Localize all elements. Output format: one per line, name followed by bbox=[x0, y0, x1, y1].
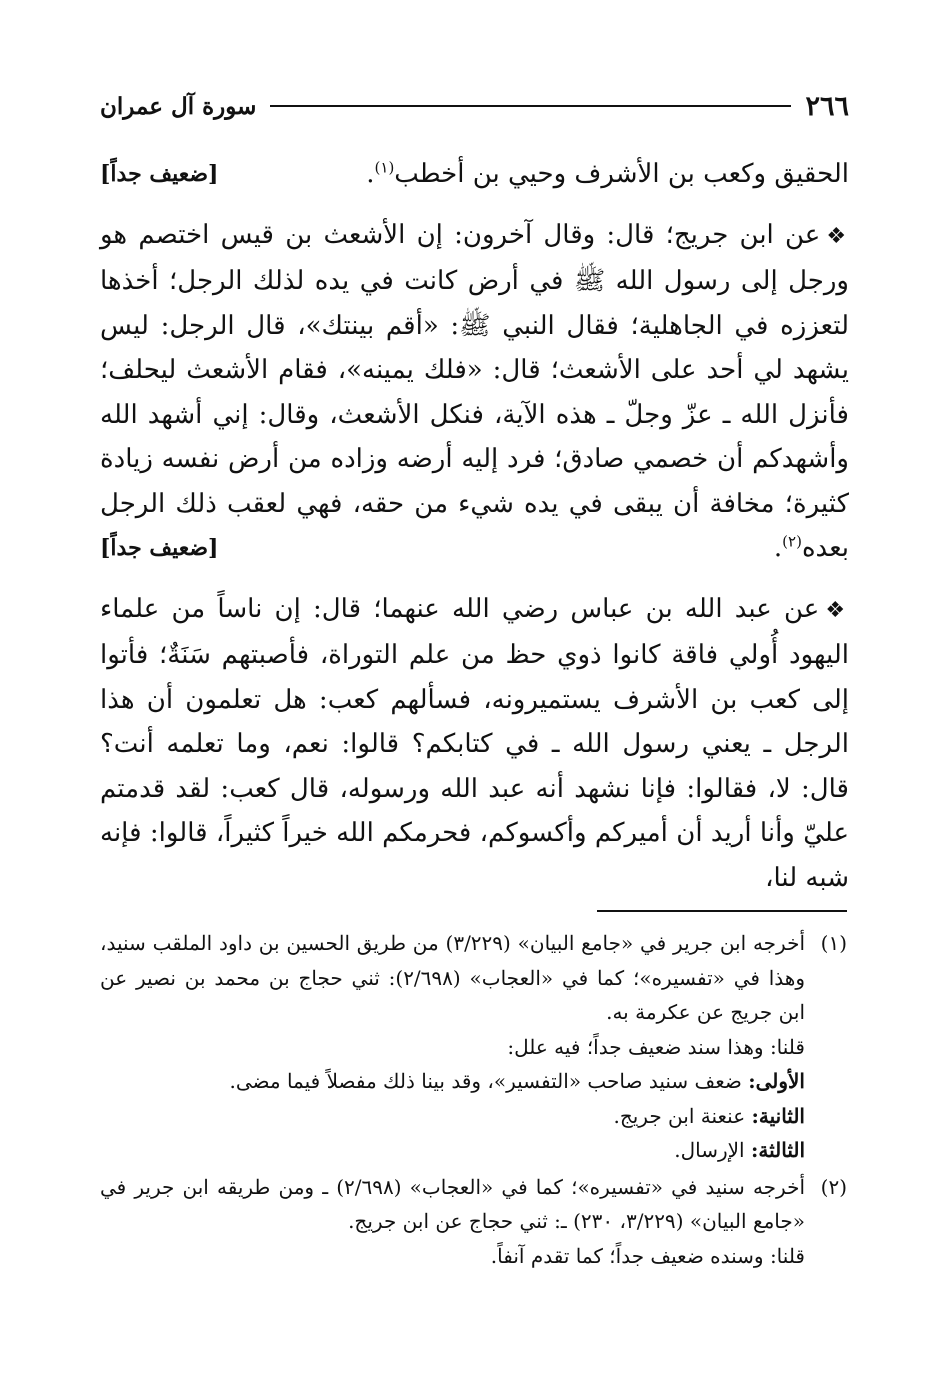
footnote-ref[interactable]: (١) bbox=[374, 158, 395, 177]
item-label: الأولى: bbox=[748, 1069, 805, 1093]
footnote-ref[interactable]: (٢) bbox=[782, 532, 802, 551]
footnote-body bbox=[100, 1170, 805, 1274]
footnote-note: قلنا: وهذا سند ضعيف جداً؛ فيه علل: bbox=[507, 1034, 805, 1059]
bullet-icon: ❖ bbox=[826, 223, 849, 249]
sentence-end: . bbox=[366, 159, 375, 189]
main-text bbox=[100, 152, 849, 916]
footnotes bbox=[100, 926, 847, 1275]
page-number: ٢٦٦ bbox=[805, 90, 849, 122]
footnote-2 bbox=[100, 1170, 847, 1274]
footnote-body bbox=[100, 926, 805, 1168]
item-text: ضعف سنيد صاحب «التفسير»، وقد بينا ذلك مفصلاً فيما مضى. bbox=[229, 1069, 742, 1093]
item-text: عنعنة ابن جريج. bbox=[613, 1103, 746, 1128]
bullet-icon: ❖ bbox=[825, 597, 849, 623]
footnote-item bbox=[100, 1064, 805, 1099]
item-text: الإرسال. bbox=[674, 1138, 745, 1162]
footnote-text: أخرجه ابن جرير في «جامع البيان» (٣/٢٢٩) من طريق الحسين بن داود الملقب سنيد، وهذا في «تفسيره»؛ كما في «العجاب» (٢/٦٩٨): ثني حجاج بن محمد بن نصير عن ابن جريج عن عكرمة به. bbox=[100, 931, 805, 1024]
header-rule bbox=[270, 105, 791, 107]
paragraph-1 bbox=[100, 152, 849, 197]
sentence-end: . bbox=[773, 533, 783, 563]
page-header bbox=[100, 86, 849, 126]
footnote-item bbox=[100, 1099, 805, 1134]
footnote-note: قلنا: وسنده ضعيف جداً؛ كما تقدم آنفاً. bbox=[490, 1243, 805, 1268]
footnote-1 bbox=[100, 926, 847, 1168]
running-title: سورة آل عمران bbox=[100, 92, 257, 120]
item-label: الثانية: bbox=[751, 1103, 805, 1128]
grade-label: [ضعيف جداً] bbox=[100, 161, 219, 187]
paragraph-text: الحقيق وكعب بن الأشرف وحيي بن أخطب bbox=[394, 159, 849, 189]
footnote-item bbox=[100, 1133, 805, 1168]
paragraph-2 bbox=[100, 213, 849, 571]
footnote-number: (١) bbox=[820, 931, 847, 955]
grade-label: [ضعيف جداً] bbox=[100, 535, 219, 561]
footnote-text: أخرجه سنيد في «تفسيره»؛ كما في «العجاب» (٢/٦٩٨) ـ ومن طريقه ابن جرير في «جامع البيان» (٣/٢٢٩، ٢٣٠) ـ: ثني حجاج عن ابن جريج. bbox=[100, 1174, 805, 1233]
item-label: الثالثة: bbox=[750, 1138, 805, 1162]
paragraph-text: عن عبد الله بن عباس رضي الله عنهما؛ قال: إن ناساً من علماء اليهود أُولي فاقة كانوا ذوي حظ من علم التوراة، فأصبتهم سَنَةٌ؛ فأتوا إلى كعب بن الأشرف يستميرونه، فسألهم كعب: هل تعلمون أن هذا الرجل ـ يعني رسول الله ـ في كتابكم؟ قالوا: نعم، وما تعلمه أنت؟ قال: لا، فقالوا: فإنا نشهد أنه عبد الله ورسوله، قال كعب: لقد قدمتم عليّ وأنا أريد أن أميركم وأكسوكم، فحرمكم الله خيراً كثيراً، قالوا: فإنه شبه لنا، bbox=[100, 593, 849, 893]
paragraph-text: عن ابن جريج؛ قال: وقال آخرون: إن الأشعث بن قيس اختصم هو ورجل إلى رسول الله ﷺ في أرض كانت في يده لذلك الرجل؛ أخذها لتعززه في الجاهلية؛ فقال النبي ﷺ: «أقم بينتك»، قال الرجل: ليس يشهد لي أحد على الأشعث؛ قال: «فلك يمينه»، فقام الأشعث ليحلف؛ فأنزل الله ـ عزّ وجلّ ـ هذه الآية، فنكل الأشعث، وقال: إني أشهد الله وأشهدكم أن خصمي صادق؛ فرد إليه أرضه وزاده من أرض نفسه زيادة كثيرة؛ مخافة أن يبقى في يده شيء من حقه، فهي لعقب ذلك الرجل بعده bbox=[100, 219, 849, 563]
footnote-number: (٢) bbox=[820, 1174, 847, 1199]
footnote-separator bbox=[597, 910, 847, 912]
paragraph-3 bbox=[100, 587, 849, 901]
